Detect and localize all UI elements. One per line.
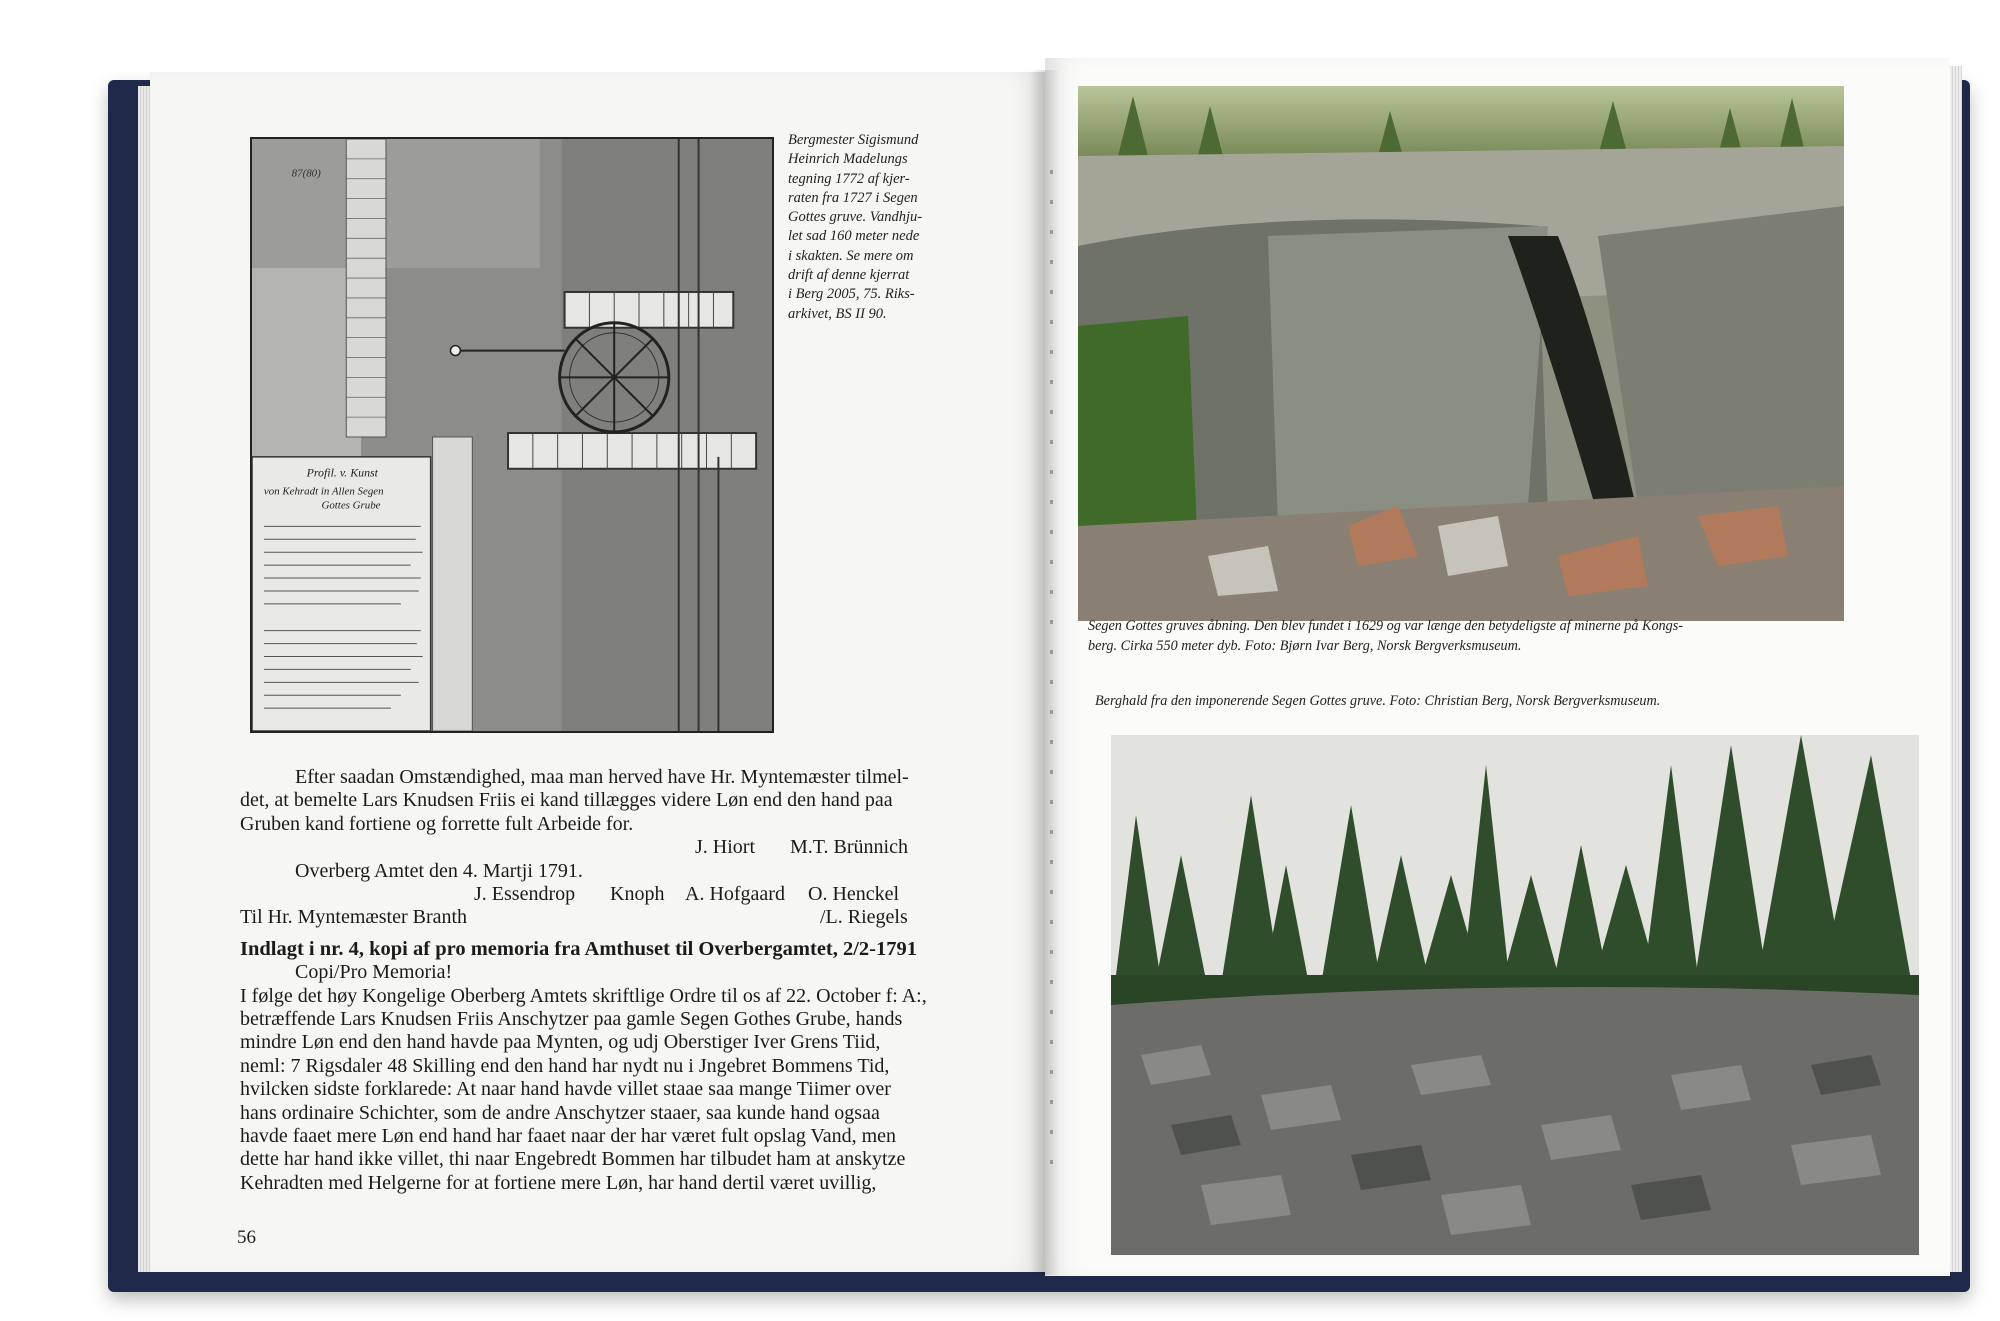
drawing-label-sub: von Kehradt in Allen Segen <box>263 485 384 498</box>
paragraph-line: Efter saadan Omstændighed, maa man herved have Hr. Myntemæster tilmel- <box>295 766 909 788</box>
mine-opening-photo <box>1078 86 1844 621</box>
signature-hiort: J. Hiort <box>695 836 755 859</box>
drawing-caption <box>788 131 953 324</box>
signature-essendrop: J. Essendrop <box>474 883 576 905</box>
caption-line: arkivet, BS II 90. <box>788 305 887 322</box>
spoil-heap-photo <box>1111 735 1919 1255</box>
paragraph-line: betræffende Lars Knudsen Friis Anschytzer paa gamle Segen Gothes Grube, hands <box>240 1008 903 1030</box>
signature-riegels: /L. Riegels <box>820 906 908 929</box>
caption-line: drift af denne kjerrat <box>788 267 910 284</box>
page-number: 56 <box>237 1227 256 1248</box>
addressee-line: Til Hr. Myntemæster Branth <box>240 906 468 929</box>
copi-line: Copi/Pro Memoria! <box>295 961 453 984</box>
paragraph-line: det, at bemelte Lars Knudsen Friis ei kand tillægges videre Løn end den hand paa <box>240 789 893 812</box>
signature-row-3 <box>240 883 975 906</box>
signature-hofgaard: A. Hofgaard <box>685 883 785 905</box>
paragraph-line: hvilcken sidste forklarede: At naar hand havde villet staae saa mange Tiimer over <box>240 1078 891 1101</box>
dateline: Overberg Amtet den 4. Martji 1791. <box>295 859 583 882</box>
drawing-label-title: Profil. v. Kunst <box>306 465 378 480</box>
caption-line: Segen Gottes gruves åbning. Den blev fundet i 1629 og var længe den betydeligste af minerne på Kongs- <box>1088 618 1683 634</box>
paragraph-line: mindre Løn end den hand havde paa Mynten, og udj Oberstiger Iver Grens Tiid, <box>240 1031 881 1054</box>
drawing-illustration <box>252 139 772 731</box>
mine-opening-caption <box>1088 616 1918 656</box>
caption-line: Bergmester Sigismund <box>788 132 919 148</box>
paragraph-line: Gruben kand fortiene og forrette fult Arbeide for. <box>240 812 634 835</box>
caption-line: Heinrich Madelungs <box>788 151 908 168</box>
spoil-heap-caption: Berghald fra den imponerende Segen Gottes gruve. Foto: Christian Berg, Norsk Bergverksmuseum. <box>1095 693 1661 709</box>
drawing-label-sub2: Gottes Grube <box>321 499 381 512</box>
book-gutter <box>1030 70 1060 1275</box>
paragraph-line: neml: 7 Rigsdaler 48 Skilling end den hand har nydt nu i Jngebret Bommens Tid, <box>240 1054 890 1077</box>
historical-drawing <box>250 137 774 733</box>
signature-row-2 <box>240 860 975 883</box>
caption-line: berg. Cirka 550 meter dyb. Foto: Bjørn Ivar Berg, Norsk Bergverksmuseum. <box>1088 638 1522 654</box>
paragraph-line: dette har hand ikke villet, thi naar Engebredt Bommen har tilbudet ham at anskytze <box>240 1148 906 1171</box>
binding-stitch <box>1050 170 1053 1170</box>
mine-opening-image <box>1078 86 1844 621</box>
left-page-body <box>240 766 975 1195</box>
drawing-page-mark: 87(80) <box>291 167 321 180</box>
signature-row-4 <box>240 906 975 929</box>
signature-brunnich: M.T. Brünnich <box>790 836 908 859</box>
paragraph-line: hans ordinaire Schichter, som de andre Anschytzer staaer, saa kunde hand ogsaa <box>240 1101 880 1124</box>
caption-line: i Berg 2005, 75. Riks- <box>788 286 915 303</box>
signature-knoph: Knoph <box>610 883 665 905</box>
paragraph-line: havde faaet mere Løn end hand har faaet naar der har været fult opslag Vand, men <box>240 1125 897 1148</box>
section-heading: Indlagt i nr. 4, kopi af pro memoria fra Amthuset til Overbergamtet, 2/2-1791 <box>240 937 918 960</box>
spoil-heap-image <box>1111 735 1919 1255</box>
signature-henckel: O. Henckel <box>808 883 900 905</box>
signature-row-1 <box>240 836 975 859</box>
caption-line: i skakten. Se mere om <box>788 247 914 264</box>
paragraph-line: Kehradten med Helgerne for at fortiene mere Løn, har hand dertil været uvillig, <box>240 1171 877 1194</box>
paragraph-line: I følge det høy Kongelige Oberberg Amtets skriftlige Ordre til os af 22. October f: A:, <box>240 984 927 1007</box>
caption-line: tegning 1772 af kjer- <box>788 170 910 187</box>
caption-line: raten fra 1727 i Segen <box>788 189 918 206</box>
caption-line: let sad 160 meter nede <box>788 228 920 245</box>
caption-line: Gottes gruve. Vandhju- <box>788 209 923 226</box>
